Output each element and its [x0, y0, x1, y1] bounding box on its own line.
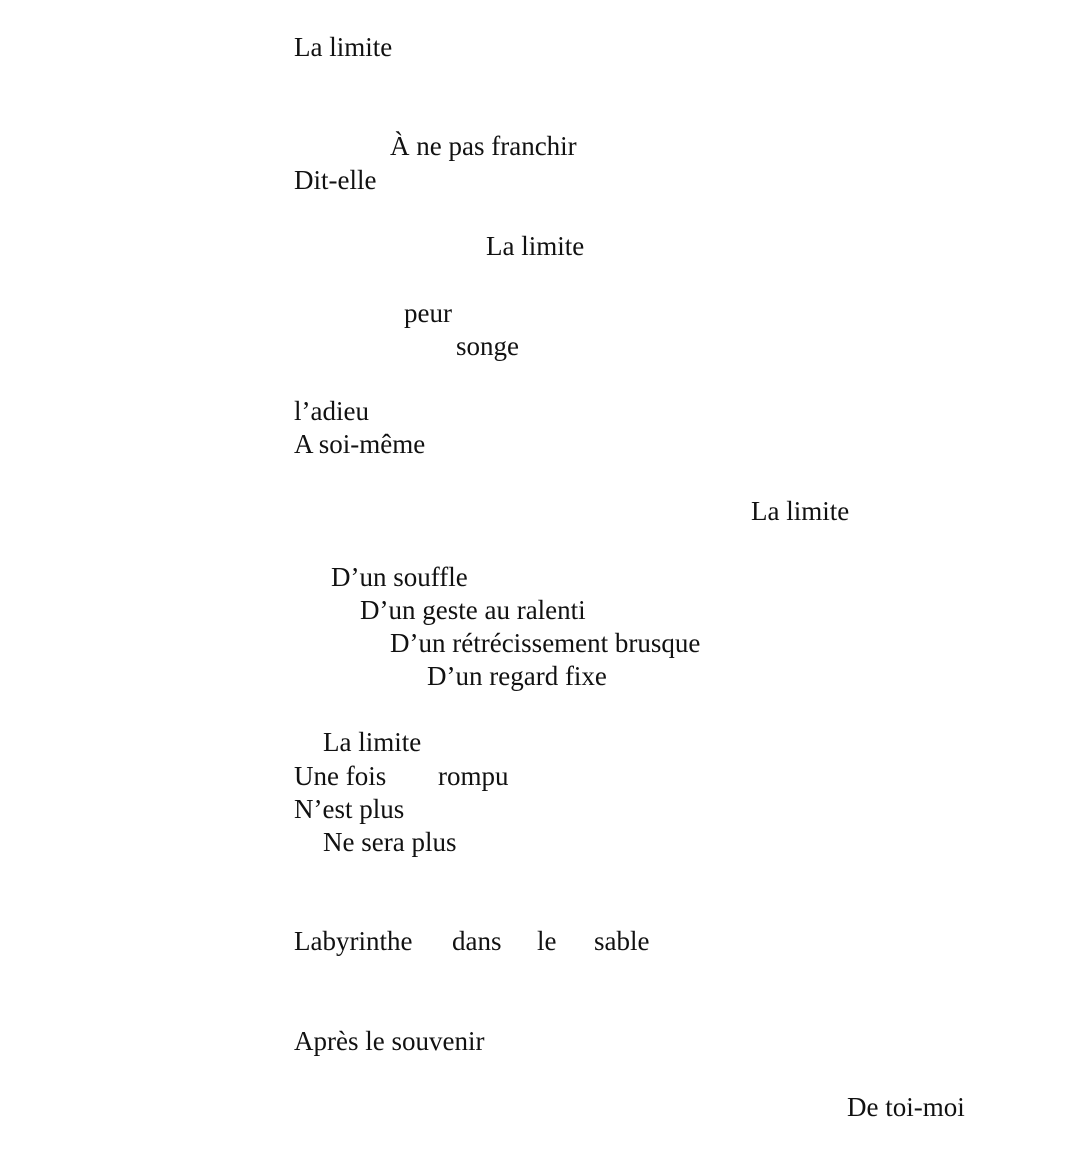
poem-word: rompu	[438, 761, 509, 791]
poem-line: Dit-elle	[294, 165, 377, 195]
poem-line: A soi-même	[294, 429, 426, 459]
poem-line: La limite	[294, 32, 393, 62]
poem-line: D’un souffle	[331, 562, 468, 592]
poem-line: D’un geste au ralenti	[360, 595, 586, 625]
poem-line: Après le souvenir	[294, 1026, 485, 1056]
poem-line: D’un rétrécissement brusque	[390, 628, 701, 658]
poem-line: l’adieu	[294, 396, 369, 426]
poem-line: La limite	[323, 727, 422, 757]
poem-line	[294, 760, 594, 792]
poem-line: À ne pas franchir	[390, 131, 577, 161]
poem-word: le	[537, 926, 557, 956]
poem-line: N’est plus	[294, 794, 405, 824]
poem-word: sable	[594, 926, 650, 956]
poem-word: Une fois	[294, 761, 387, 791]
poem-line: La limite	[486, 231, 585, 261]
poem-line: De toi-moi	[847, 1092, 965, 1122]
poem-word: Labyrinthe	[294, 926, 413, 956]
poem-line	[294, 925, 714, 957]
poem-line: Ne sera plus	[323, 827, 457, 857]
poem-word: dans	[452, 926, 502, 956]
poem-line: D’un regard fixe	[427, 661, 607, 691]
poem-line: peur	[404, 298, 452, 328]
poem-line: La limite	[751, 496, 850, 526]
poem-line: songe	[456, 331, 519, 361]
